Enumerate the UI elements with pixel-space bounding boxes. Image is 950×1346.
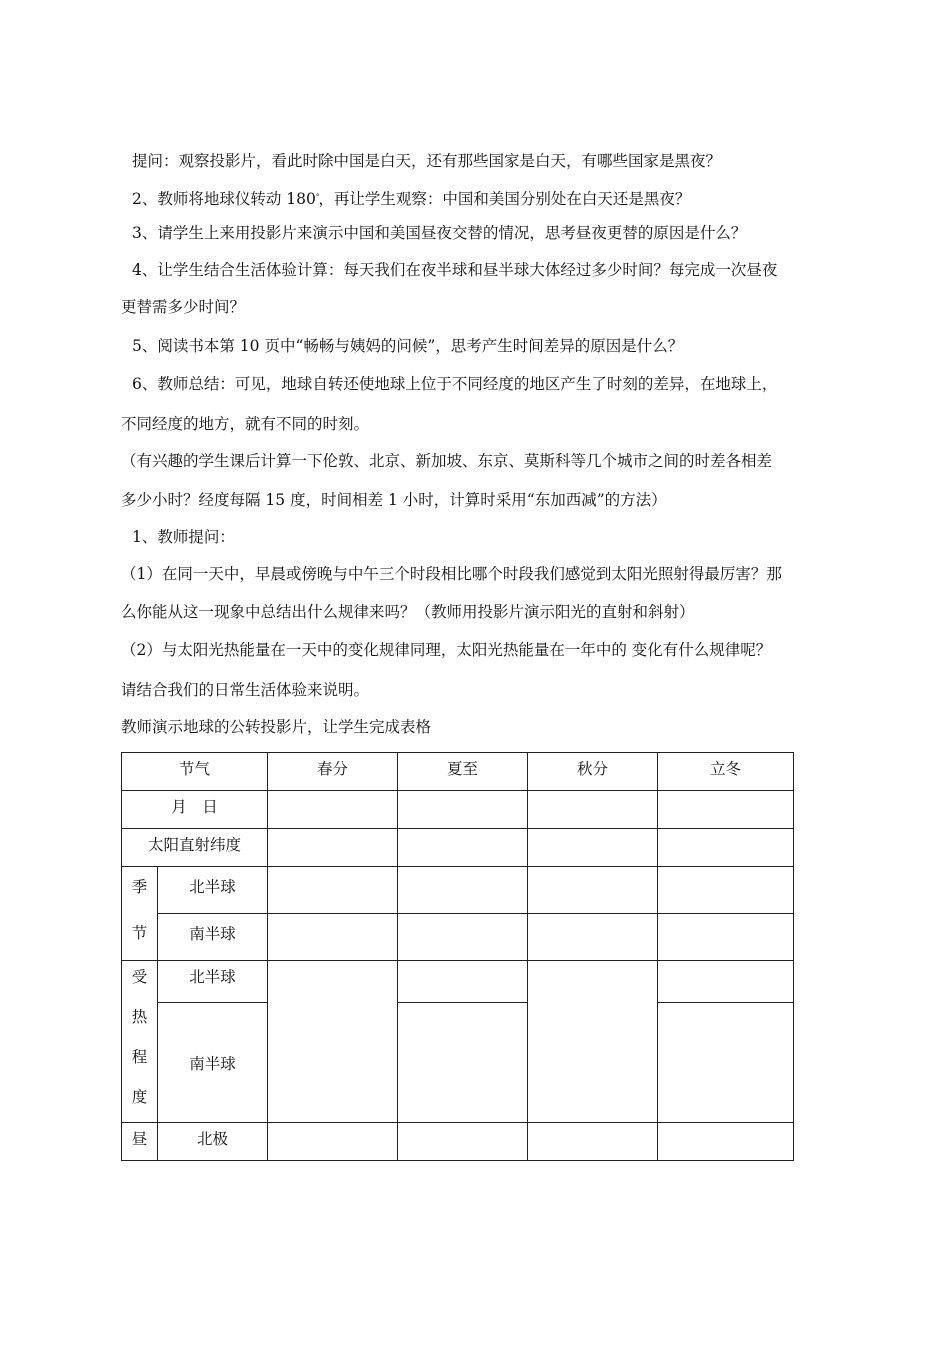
- blank-cell[interactable]: [268, 914, 398, 961]
- row-label-heat: 受 热 程 度: [122, 961, 158, 1123]
- blank-cell[interactable]: [268, 1123, 398, 1161]
- table-row-date: [122, 791, 794, 829]
- paragraph-interest-line-2: 多少小时？经度每隔 15 度，时间相差 1 小时，计算时采用“东加西减”的方法）: [121, 491, 667, 509]
- header-autumn-equinox: 秋分: [528, 753, 658, 791]
- paragraph-step-5: 5、阅读书本第 10 页中“畅畅与姨妈的问候”，思考产生时间差异的原因是什么？: [132, 337, 684, 355]
- blank-cell[interactable]: [528, 829, 658, 867]
- paragraph-step-6-line-1: 6、教师总结：可见，地球自转还使地球上位于不同经度的地区产生了时刻的差异，在地球上，: [132, 375, 778, 393]
- blank-cell[interactable]: [398, 867, 528, 914]
- blank-cell[interactable]: [268, 961, 398, 1123]
- blank-cell[interactable]: [398, 829, 528, 867]
- blank-cell[interactable]: [658, 1123, 794, 1161]
- row-label-latitude: 太阳直射纬度: [122, 829, 268, 867]
- blank-cell[interactable]: [398, 961, 528, 1003]
- paragraph-question-2-line-1: （2）与太阳光热能量在一天中的变化规律同理，太阳光热能量在一年中的 变化有什么规律呢？: [121, 641, 772, 659]
- blank-cell[interactable]: [658, 1003, 794, 1123]
- blank-cell[interactable]: [528, 1123, 658, 1161]
- table-row-heat-south: [122, 1003, 794, 1123]
- paragraph-step-2: [132, 187, 690, 209]
- paragraph-teacher-question: 1、教师提问：: [132, 528, 235, 546]
- row-label-day: 昼: [122, 1123, 158, 1161]
- header-summer-solstice: 夏至: [398, 753, 528, 791]
- blank-cell[interactable]: [398, 1003, 528, 1123]
- blank-cell[interactable]: [528, 961, 658, 1123]
- table-header-row: [122, 753, 794, 791]
- sub-label-north-hemisphere: 北半球: [158, 867, 268, 914]
- paragraph-question-1-line-2: 么你能从这一现象中总结出什么规律来吗？（教师用投影片演示阳光的直射和斜射）: [121, 603, 695, 621]
- blank-cell[interactable]: [658, 829, 794, 867]
- table-row-season-north: [122, 867, 794, 914]
- degree-mark: °: [315, 193, 319, 201]
- blank-cell[interactable]: [398, 791, 528, 829]
- table-row-latitude: [122, 829, 794, 867]
- sub-label-north-pole: 北极: [158, 1123, 268, 1161]
- blank-cell[interactable]: [528, 914, 658, 961]
- blank-cell[interactable]: [528, 867, 658, 914]
- paragraph-step-6-line-2: 不同经度的地方，就有不同的时刻。: [121, 415, 370, 433]
- table-row-north-pole: [122, 1123, 794, 1161]
- blank-cell[interactable]: [398, 914, 528, 961]
- header-spring-equinox: 春分: [268, 753, 398, 791]
- table-caption: 教师演示地球的公转投影片，让学生完成表格: [121, 718, 432, 736]
- paragraph-interest-line-1: （有兴趣的学生课后计算一下伦敦、北京、新加坡、东京、莫斯科等几个城市之间的时差各相差: [121, 452, 773, 470]
- header-start-of-winter: 立冬: [658, 753, 794, 791]
- blank-cell[interactable]: [268, 791, 398, 829]
- row-label-season: 季 节: [122, 867, 158, 961]
- paragraph-question-2-line-2: 请结合我们的日常生活体验来说明。: [121, 681, 370, 699]
- step-2-text-b: ，再让学生观察：中国和美国分别处在白天还是黑夜？: [318, 190, 691, 208]
- row-label-date: 月 日: [122, 791, 268, 829]
- paragraph-step-4-line-2: 更替需多少时间？: [121, 298, 246, 316]
- blank-cell[interactable]: [398, 1123, 528, 1161]
- sub-label-south-hemisphere: 南半球: [158, 914, 268, 961]
- table-row-season-south: [122, 914, 794, 961]
- paragraph-step-3: 3、请学生上来用投影片来演示中国和美国昼夜交替的情况，思考昼夜更替的原因是什么？: [132, 224, 747, 242]
- blank-cell[interactable]: [658, 914, 794, 961]
- step-2-text-a: 2、教师将地球仪转动 180: [132, 190, 316, 208]
- blank-cell[interactable]: [658, 961, 794, 1003]
- blank-cell[interactable]: [658, 791, 794, 829]
- sub-label-south-hemisphere: 南半球: [158, 1003, 268, 1123]
- sub-label-north-hemisphere: 北半球: [158, 961, 268, 1003]
- header-solar-term: 节气: [122, 753, 268, 791]
- paragraph-question-1-line-1: （1）在同一天中，早晨或傍晚与中午三个时段相比哪个时段我们感觉到太阳光照射得最厉害？那: [121, 565, 782, 583]
- blank-cell[interactable]: [528, 791, 658, 829]
- table-row-heat-north: [122, 961, 794, 1003]
- paragraph-question: 提问：观察投影片，看此时除中国是白天，还有那些国家是白天，有哪些国家是黑夜？: [132, 152, 722, 170]
- solar-terms-table: [121, 752, 794, 1161]
- paragraph-step-4-line-1: 4、让学生结合生活体验计算：每天我们在夜半球和昼半球大体经过多少时间？每完成一次昼夜: [132, 261, 778, 279]
- blank-cell[interactable]: [658, 867, 794, 914]
- blank-cell[interactable]: [268, 867, 398, 914]
- blank-cell[interactable]: [268, 829, 398, 867]
